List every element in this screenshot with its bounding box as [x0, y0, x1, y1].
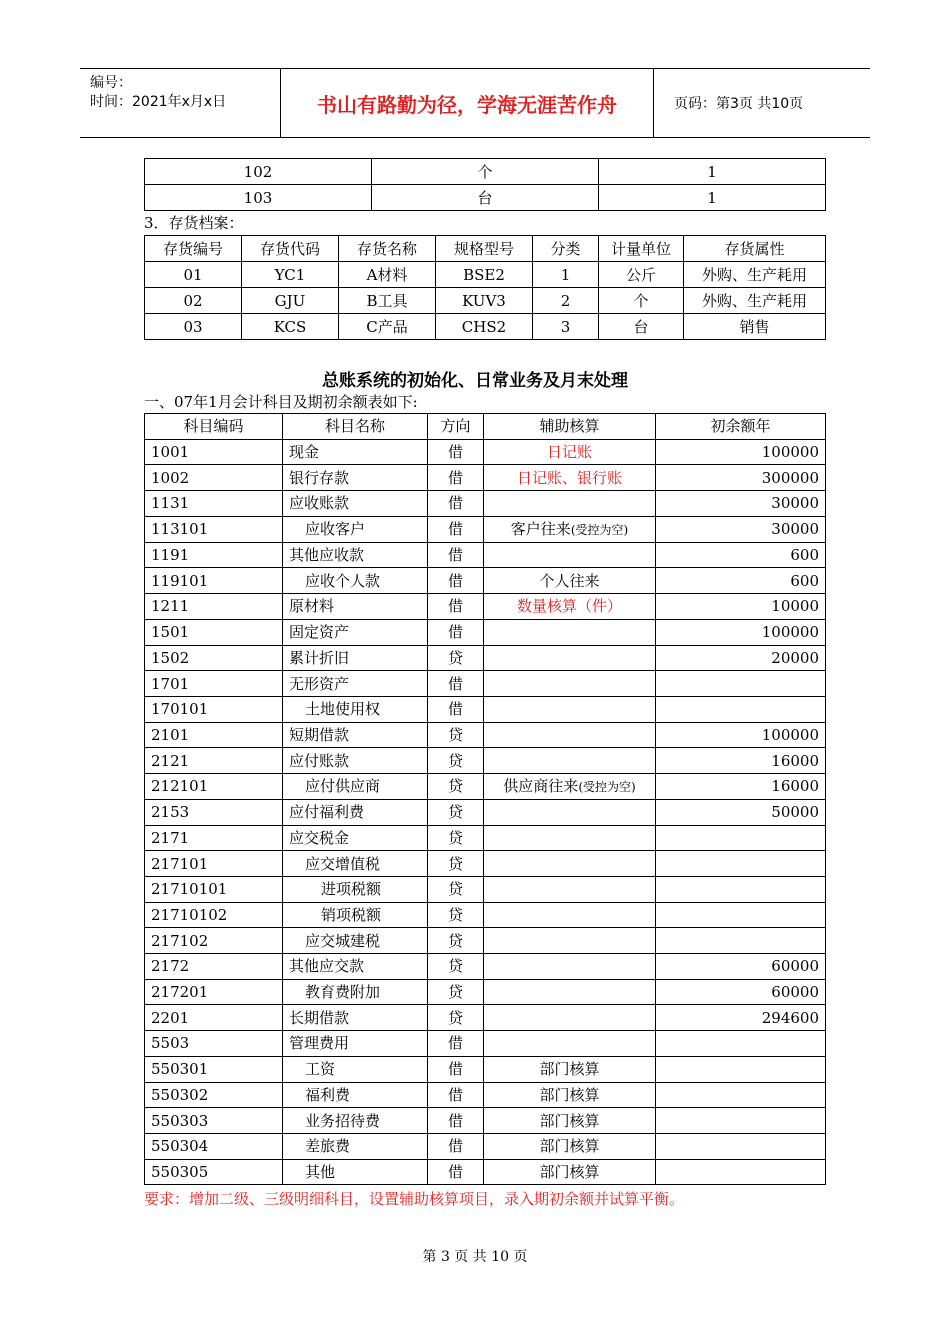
account-direction: 贷: [428, 979, 484, 1005]
account-name: 现金: [283, 439, 428, 465]
table-row: [145, 491, 826, 517]
account-code: 1131: [145, 491, 283, 517]
table-row: [145, 619, 826, 645]
account-code: 1211: [145, 594, 283, 620]
auxiliary-accounting: 日记账、银行账: [484, 465, 656, 491]
table-row: [145, 185, 826, 211]
opening-balance: [656, 1056, 826, 1082]
table-row: [145, 877, 826, 903]
requirement-note: 要求：增加二级、三级明细科目，设置辅助核算项目，录入期初余额并试算平衡。: [144, 1190, 685, 1208]
inventory-cell: A材料: [339, 262, 436, 288]
inventory-cell: YC1: [242, 262, 339, 288]
auxiliary-accounting: [484, 542, 656, 568]
inventory-cell: 销售: [684, 314, 826, 340]
opening-balance: 100000: [656, 619, 826, 645]
account-name: 固定资产: [283, 619, 428, 645]
opening-balance: [656, 928, 826, 954]
column-header: 存货代码: [242, 236, 339, 262]
account-name: 其他: [283, 1159, 428, 1185]
auxiliary-accounting: [484, 1031, 656, 1057]
account-code: 2121: [145, 748, 283, 774]
account-direction: 借: [428, 516, 484, 542]
account-name: 应交增值税: [283, 851, 428, 877]
auxiliary-accounting: [484, 491, 656, 517]
account-name: 应交城建税: [283, 928, 428, 954]
opening-balance: [656, 1031, 826, 1057]
account-name: 累计折旧: [283, 645, 428, 671]
account-name: 进项税额: [283, 877, 428, 903]
table-row: [145, 954, 826, 980]
page-header: [80, 68, 870, 138]
table-row: [145, 696, 826, 722]
column-header: 初余额年: [656, 414, 826, 440]
account-code: 2201: [145, 1005, 283, 1031]
opening-balance: 30000: [656, 491, 826, 517]
table-row: [145, 671, 826, 697]
table-row: [145, 1082, 826, 1108]
table-header-row: [145, 414, 826, 440]
auxiliary-accounting: [484, 619, 656, 645]
opening-balance: 100000: [656, 439, 826, 465]
account-name: 应付账款: [283, 748, 428, 774]
account-direction: 借: [428, 568, 484, 594]
inventory-cell: 台: [599, 314, 684, 340]
account-code: 1001: [145, 439, 283, 465]
account-name: 应收个人款: [283, 568, 428, 594]
account-code: 5503: [145, 1031, 283, 1057]
units-table: [144, 158, 826, 211]
account-name: 长期借款: [283, 1005, 428, 1031]
column-header: 存货名称: [339, 236, 436, 262]
account-code: 119101: [145, 568, 283, 594]
units-cell: 1: [599, 159, 826, 185]
inventory-cell: 1: [533, 262, 599, 288]
page-info-text: 页码：第3页 共10页: [674, 96, 804, 112]
account-name: 管理费用: [283, 1031, 428, 1057]
header-page-info: [664, 69, 870, 137]
account-code: 550304: [145, 1133, 283, 1159]
table-row: [145, 1133, 826, 1159]
column-header: 方向: [428, 414, 484, 440]
account-code: 550301: [145, 1056, 283, 1082]
opening-balance: [656, 671, 826, 697]
account-name: 短期借款: [283, 722, 428, 748]
inventory-cell: 外购、生产耗用: [684, 262, 826, 288]
auxiliary-accounting: 部门核算: [484, 1082, 656, 1108]
account-direction: 借: [428, 1082, 484, 1108]
account-code: 212101: [145, 773, 283, 799]
time-label: 时间：2021年x月x日: [90, 94, 227, 110]
units-cell: 102: [145, 159, 372, 185]
inventory-cell: 外购、生产耗用: [684, 288, 826, 314]
account-code: 1191: [145, 542, 283, 568]
auxiliary-accounting: [484, 979, 656, 1005]
auxiliary-accounting: 客户往来(受控为空): [484, 516, 656, 542]
column-header: 存货编号: [145, 236, 242, 262]
account-name: 无形资产: [283, 671, 428, 697]
table-row: [145, 314, 826, 340]
column-header: 科目编码: [145, 414, 283, 440]
table-row: [145, 645, 826, 671]
table-row: [145, 1031, 826, 1057]
account-code: 1502: [145, 645, 283, 671]
auxiliary-accounting: [484, 671, 656, 697]
auxiliary-accounting: [484, 696, 656, 722]
account-name: 福利费: [283, 1082, 428, 1108]
opening-balance: 294600: [656, 1005, 826, 1031]
opening-balance: 300000: [656, 465, 826, 491]
auxiliary-accounting: 部门核算: [484, 1108, 656, 1134]
account-direction: 贷: [428, 954, 484, 980]
auxiliary-accounting: 个人往来: [484, 568, 656, 594]
account-direction: 贷: [428, 877, 484, 903]
opening-balance: [656, 825, 826, 851]
account-direction: 借: [428, 465, 484, 491]
inventory-cell: 2: [533, 288, 599, 314]
table-row: [145, 159, 826, 185]
units-cell: 个: [372, 159, 599, 185]
auxiliary-accounting: 日记账: [484, 439, 656, 465]
inventory-cell: CHS2: [436, 314, 533, 340]
inventory-cell: 公斤: [599, 262, 684, 288]
account-name: 工资: [283, 1056, 428, 1082]
opening-balance: 60000: [656, 979, 826, 1005]
table-row: [145, 594, 826, 620]
account-direction: 借: [428, 619, 484, 645]
auxiliary-accounting: [484, 645, 656, 671]
units-cell: 1: [599, 185, 826, 211]
account-code: 113101: [145, 516, 283, 542]
column-header: 计量单位: [599, 236, 684, 262]
account-direction: 借: [428, 1108, 484, 1134]
table-row: [145, 465, 826, 491]
inventory-cell: KUV3: [436, 288, 533, 314]
account-direction: 借: [428, 1159, 484, 1185]
table-row: [145, 928, 826, 954]
account-direction: 借: [428, 594, 484, 620]
account-direction: 贷: [428, 1005, 484, 1031]
account-name: 教育费附加: [283, 979, 428, 1005]
opening-balance: [656, 1108, 826, 1134]
auxiliary-accounting: [484, 954, 656, 980]
opening-balance: 600: [656, 568, 826, 594]
inventory-cell: KCS: [242, 314, 339, 340]
table-row: [145, 542, 826, 568]
inventory-table: [144, 235, 826, 340]
account-name: 差旅费: [283, 1133, 428, 1159]
inventory-cell: 3: [533, 314, 599, 340]
table-row: [145, 288, 826, 314]
table-row: [145, 1005, 826, 1031]
auxiliary-accounting: 部门核算: [484, 1159, 656, 1185]
table-row: [145, 1108, 826, 1134]
auxiliary-accounting: [484, 1005, 656, 1031]
account-name: 土地使用权: [283, 696, 428, 722]
account-direction: 贷: [428, 748, 484, 774]
inventory-cell: 01: [145, 262, 242, 288]
table-row: [145, 773, 826, 799]
account-code: 1701: [145, 671, 283, 697]
table-row: [145, 851, 826, 877]
auxiliary-accounting: 供应商往来(受控为空): [484, 773, 656, 799]
column-header: 科目名称: [283, 414, 428, 440]
units-cell: 103: [145, 185, 372, 211]
account-direction: 贷: [428, 928, 484, 954]
table-row: [145, 439, 826, 465]
table-row: [145, 1056, 826, 1082]
account-code: 217101: [145, 851, 283, 877]
inventory-cell: C产品: [339, 314, 436, 340]
auxiliary-accounting: [484, 877, 656, 903]
opening-balance: [656, 1082, 826, 1108]
column-header: 规格型号: [436, 236, 533, 262]
opening-balance: 600: [656, 542, 826, 568]
opening-balance: 60000: [656, 954, 826, 980]
account-direction: 贷: [428, 825, 484, 851]
account-direction: 贷: [428, 902, 484, 928]
account-direction: 借: [428, 1031, 484, 1057]
header-meta: [80, 69, 281, 137]
auxiliary-accounting: [484, 851, 656, 877]
table-row: [145, 825, 826, 851]
table-row: [145, 902, 826, 928]
table-row: [145, 748, 826, 774]
table-row: [145, 516, 826, 542]
accounts-table: [144, 413, 826, 1185]
inventory-cell: 02: [145, 288, 242, 314]
opening-balance: [656, 877, 826, 903]
account-code: 217201: [145, 979, 283, 1005]
auxiliary-accounting: [484, 748, 656, 774]
opening-balance: [656, 851, 826, 877]
inventory-cell: BSE2: [436, 262, 533, 288]
section-title: 总账系统的初始化、日常业务及月末处理: [322, 371, 628, 391]
account-code: 2153: [145, 799, 283, 825]
account-direction: 借: [428, 542, 484, 568]
account-code: 1002: [145, 465, 283, 491]
inventory-cell: 个: [599, 288, 684, 314]
account-name: 应交税金: [283, 825, 428, 851]
table-row: [145, 262, 826, 288]
table-row: [145, 568, 826, 594]
auxiliary-accounting: 部门核算: [484, 1056, 656, 1082]
number-label: 编号：: [90, 75, 132, 91]
table-row: [145, 722, 826, 748]
account-direction: 贷: [428, 645, 484, 671]
account-name: 原材料: [283, 594, 428, 620]
header-motto: 书山有路勤为径，学海无涯苦作舟: [281, 69, 654, 137]
account-code: 1501: [145, 619, 283, 645]
account-direction: 贷: [428, 722, 484, 748]
auxiliary-accounting: [484, 825, 656, 851]
table-header-row: [145, 236, 826, 262]
auxiliary-accounting: [484, 799, 656, 825]
account-direction: 借: [428, 491, 484, 517]
account-direction: 贷: [428, 851, 484, 877]
page-footer: 第 3 页 共 10 页: [422, 1249, 528, 1265]
account-name: 业务招待费: [283, 1108, 428, 1134]
opening-balance: 100000: [656, 722, 826, 748]
account-code: 2172: [145, 954, 283, 980]
account-name: 应付福利费: [283, 799, 428, 825]
account-direction: 贷: [428, 773, 484, 799]
account-name: 销项税额: [283, 902, 428, 928]
auxiliary-accounting: 部门核算: [484, 1133, 656, 1159]
inventory-cell: 03: [145, 314, 242, 340]
opening-balance: 10000: [656, 594, 826, 620]
account-name: 银行存款: [283, 465, 428, 491]
account-direction: 借: [428, 696, 484, 722]
auxiliary-accounting: [484, 902, 656, 928]
table-row: [145, 799, 826, 825]
account-name: 应付供应商: [283, 773, 428, 799]
account-name: 应收客户: [283, 516, 428, 542]
account-direction: 借: [428, 1133, 484, 1159]
account-code: 550305: [145, 1159, 283, 1185]
opening-balance: [656, 902, 826, 928]
account-code: 170101: [145, 696, 283, 722]
opening-balance: [656, 696, 826, 722]
opening-balance: 20000: [656, 645, 826, 671]
opening-balance: 16000: [656, 773, 826, 799]
account-code: 217102: [145, 928, 283, 954]
account-direction: 借: [428, 1056, 484, 1082]
auxiliary-accounting: 数量核算（件）: [484, 594, 656, 620]
opening-balance: 50000: [656, 799, 826, 825]
opening-balance: 16000: [656, 748, 826, 774]
inventory-heading: 3．存货档案：: [144, 214, 244, 232]
account-code: 550302: [145, 1082, 283, 1108]
account-name: 其他应收款: [283, 542, 428, 568]
column-header: 存货属性: [684, 236, 826, 262]
table-row: [145, 1159, 826, 1185]
inventory-cell: GJU: [242, 288, 339, 314]
inventory-cell: B工具: [339, 288, 436, 314]
units-cell: 台: [372, 185, 599, 211]
account-code: 21710101: [145, 877, 283, 903]
account-direction: 借: [428, 439, 484, 465]
auxiliary-accounting: [484, 722, 656, 748]
account-code: 21710102: [145, 902, 283, 928]
table-row: [145, 979, 826, 1005]
opening-balance: [656, 1133, 826, 1159]
account-code: 2101: [145, 722, 283, 748]
account-code: 550303: [145, 1108, 283, 1134]
opening-balance: [656, 1159, 826, 1185]
account-direction: 贷: [428, 799, 484, 825]
account-name: 其他应交款: [283, 954, 428, 980]
accounts-intro: 一、07年1月会计科目及期初余额表如下:: [144, 393, 418, 411]
opening-balance: 30000: [656, 516, 826, 542]
account-code: 2171: [145, 825, 283, 851]
account-name: 应收账款: [283, 491, 428, 517]
column-header: 分类: [533, 236, 599, 262]
account-direction: 借: [428, 671, 484, 697]
auxiliary-accounting: [484, 928, 656, 954]
column-header: 辅助核算: [484, 414, 656, 440]
